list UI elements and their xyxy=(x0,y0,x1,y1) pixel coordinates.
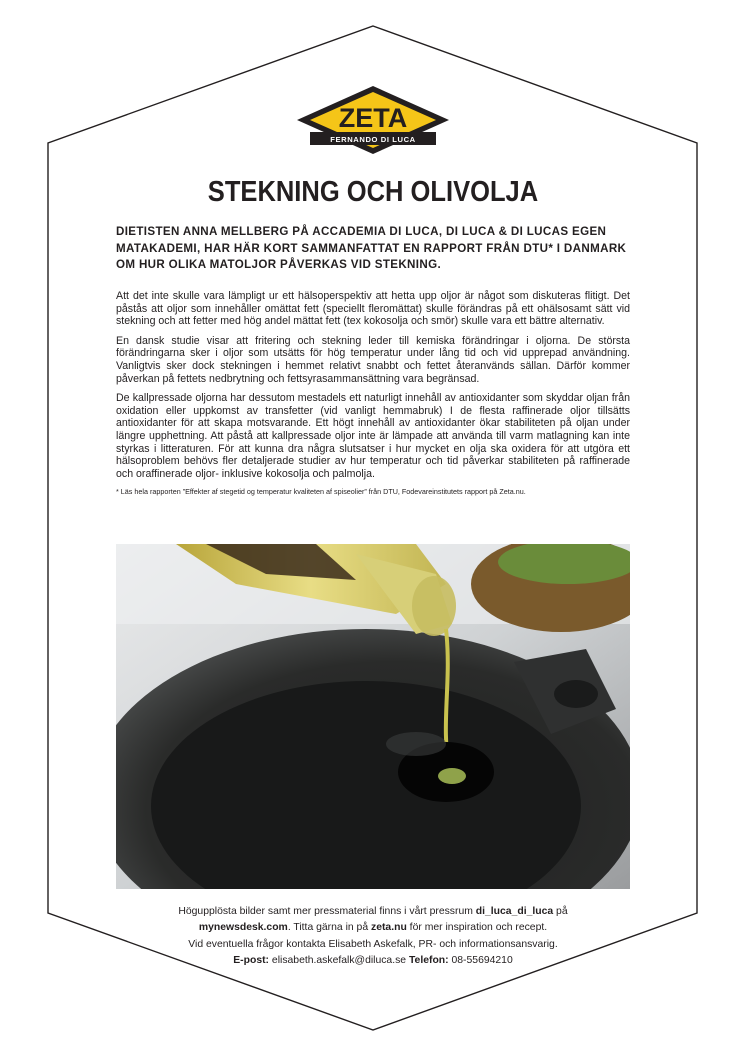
contact-text: på xyxy=(553,906,568,917)
email-label: E-post: xyxy=(233,955,270,967)
phone-number[interactable]: 08-55694210 xyxy=(448,955,513,967)
mynewsdesk-link[interactable]: mynewsdesk.com xyxy=(198,922,288,934)
contact-line-4 xyxy=(116,953,630,969)
email-address[interactable]: elisabeth.askefalk@diluca.se xyxy=(269,955,409,967)
phone-label: Telefon: xyxy=(408,955,449,967)
contact-line-2 xyxy=(116,920,630,936)
zeta-logo xyxy=(296,85,450,155)
paragraph: En dansk studie visar att fritering och stekning leder till kemiska förändringar i oljorna. De största förändringarna sker i oljor som utsätts för hög temperatur under lång tid och vid upprepad användning. Vanligtvis sker dock stekningen i hemmet relativt snabbt och fettet återanvänds sällan. Därför kommer påverkan på fettets nedbrytning och fettsyrasammansättning vara begränsad. xyxy=(116,334,630,385)
contact-line-1 xyxy=(116,904,630,920)
pressroom-name: di_luca_di_luca xyxy=(475,906,554,917)
article-body xyxy=(116,290,630,504)
contact-info xyxy=(116,904,630,970)
paragraph: De kallpressade oljorna har dessutom mestadels ett naturligt innehåll av antioxidanter som skyddar oljan från oxidation eller uppkomst av transfetter (vid vanligt hemmabruk) I de flesta raffinerade oljor tillsätts antioxidanter för att skapa motsvarande. Ett högt innehåll av antioxidanter ökar stabiliteten på oljan under längre upphettning. Att påstå att kallpressade oljor inte är lämpade att använda till varm matlagning kan inte styrkas i litteraturen. För att kunna dra några slutsatser i hur mycket en olja ska oxidera för att utgöra ett hälsoproblem behövs fler detaljerade studier av hur temperatur och tid påverkar stabiliteten på raffinerade och oraffinerade oljor- inklusive kokosolja och palmolja. xyxy=(116,392,630,480)
logo-brand-text: ZETA xyxy=(338,103,408,133)
page-title: STEKNING OCH OLIVOLJA xyxy=(207,176,539,208)
oil-pan-photo xyxy=(116,544,630,889)
footnote: * Läs hela rapporten ”Effekter af stegetid og temperatur kvaliteten af spiseolier” från DTU, Fodevareinstitutets rapport på Zeta.nu. xyxy=(116,487,526,497)
zeta-link[interactable]: zeta.nu xyxy=(371,922,407,934)
logo-subtitle-text: FERNANDO DI LUCA xyxy=(330,135,416,144)
contact-text: för mer inspiration och recept. xyxy=(406,922,548,934)
intro-text: DIETISTEN ANNA MELLBERG PÅ ACCADEMIA DI LUCA, DI LUCA & DI LUCAS EGEN MATAKADEMI, HAR HÄR KORT SAMMANFATTAT EN RAPPORT FRÅN DTU* I DANMARK OM HUR OLIKA MATOLJOR PÅVERKAS VID STEKNING. xyxy=(116,225,627,271)
paragraph: Att det inte skulle vara lämpligt ur ett hälsoperspektiv att hetta upp oljor är något som diskuteras flitigt. Det påstås att oljor som innehåller omättat fett (speciellt fleromättat) skulle förändras på ett ohälsosamt sätt vid stekning och att fetter med hög andel mättat fett (tex kokosolja och smör) skulle vara ett bättre alternativ. xyxy=(116,290,630,328)
contact-text: Högupplösta bilder samt mer pressmaterial finns i vårt pressrum xyxy=(178,906,476,917)
contact-line-3: Vid eventuella frågor kontakta Elisabeth Askefalk, PR- och informationsansvarig. xyxy=(188,938,558,950)
contact-text: . Titta gärna in på xyxy=(287,922,371,934)
